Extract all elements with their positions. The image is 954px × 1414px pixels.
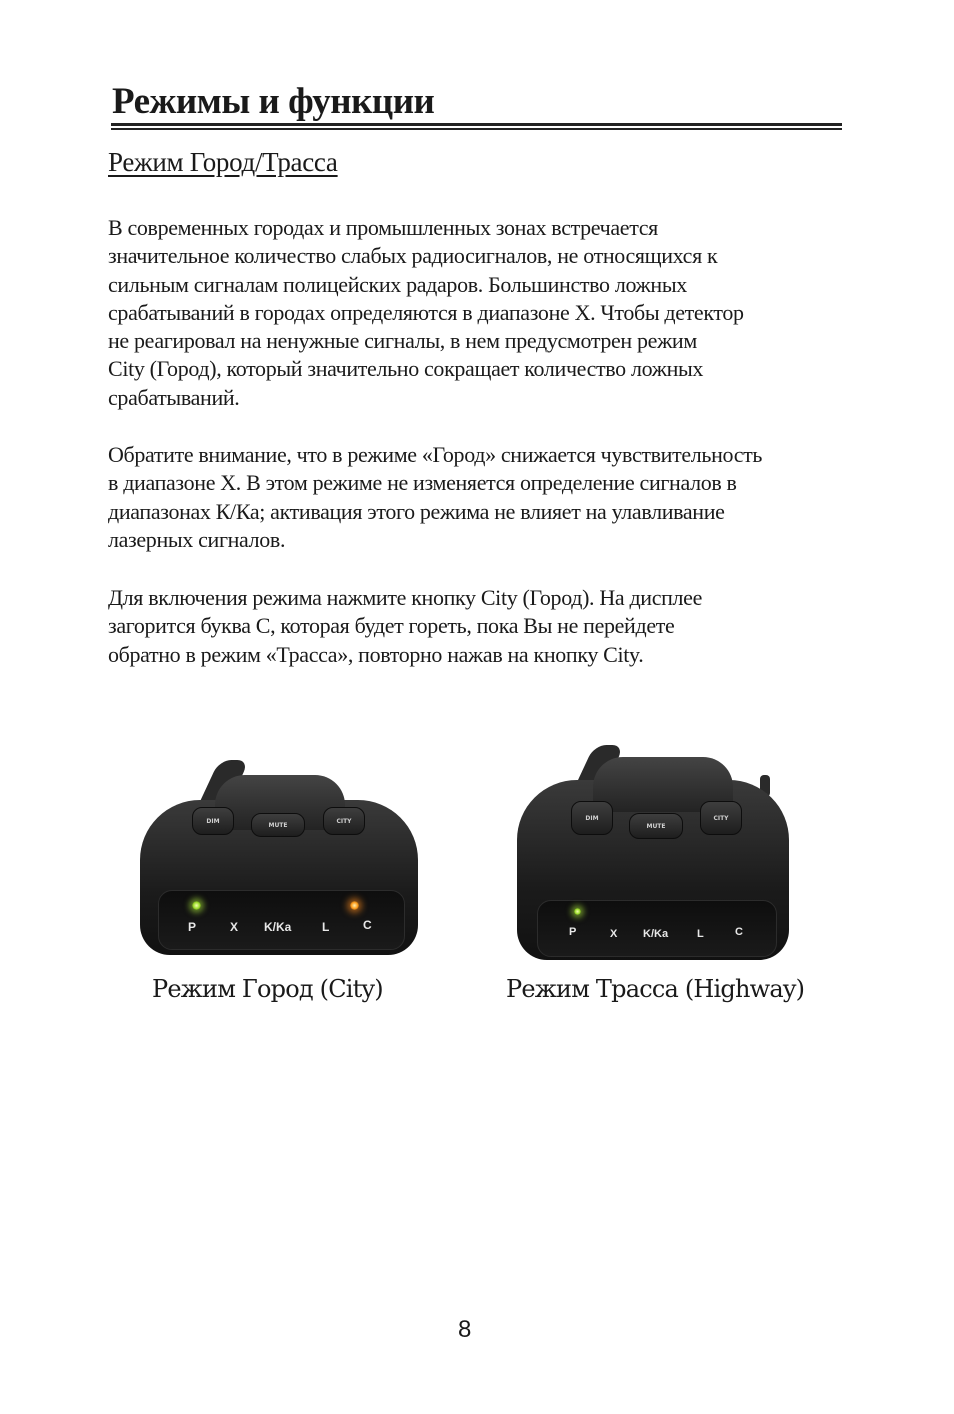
text-line: срабатываний в городах определяются в диапазоне X. Чтобы детектор bbox=[108, 299, 744, 325]
indicator-label-c: C bbox=[363, 918, 372, 932]
device-photo-highway-mode bbox=[505, 735, 800, 965]
indicator-label-x: X bbox=[230, 920, 239, 934]
text-line: сильным сигналам полицейских радаров. Большинство ложных bbox=[108, 271, 687, 297]
device-photo-city-mode bbox=[130, 715, 430, 965]
indicator-label-p: P bbox=[569, 926, 577, 938]
text-line: В современных городах и промышленных зонах встречается bbox=[108, 215, 658, 240]
page-number: 8 bbox=[458, 1316, 472, 1343]
indicator-label-p: P bbox=[188, 920, 197, 934]
dim-button: DIM bbox=[192, 807, 234, 835]
indicator-label-k-ka: K/Ka bbox=[643, 928, 669, 940]
text-line: лазерных сигналов. bbox=[108, 526, 286, 552]
text-line: обратно в режим «Трасса», повторно нажав на кнопку City. bbox=[108, 641, 644, 667]
text-line: Для включения режима нажмите кнопку City (Город). На дисплее bbox=[108, 585, 703, 610]
page-title: Режимы и функции bbox=[112, 81, 435, 122]
text-line: загорится буква С, которая будет гореть, пока Вы не перейдете bbox=[108, 613, 675, 639]
indicator-label-l: L bbox=[322, 920, 330, 934]
title-double-rule bbox=[111, 123, 842, 130]
paragraph-activation-instructions bbox=[108, 584, 928, 669]
section-title: Режим Город/Трасса bbox=[108, 147, 338, 177]
led-p-lit bbox=[574, 908, 581, 915]
text-line: значительное количество слабых радиосигналов, не относящихся к bbox=[108, 243, 718, 269]
mute-button: MUTE bbox=[629, 813, 683, 839]
rule-line-bottom bbox=[111, 128, 842, 130]
text-line: Обратите внимание, что в режиме «Город» снижается чувствительность bbox=[108, 442, 763, 467]
city-button: CITY bbox=[700, 801, 742, 835]
led-c-lit bbox=[350, 901, 359, 910]
text-line: диапазонах К/Ка; активация этого режима не влияет на улавливание bbox=[108, 498, 725, 524]
text-line: не реагировал на ненужные сигналы, в нем предусмотрен режим bbox=[108, 328, 697, 354]
indicator-label-l: L bbox=[697, 928, 704, 940]
text-line: в диапазоне X. В этом режиме не изменяется определение сигналов в bbox=[108, 470, 737, 496]
dim-button: DIM bbox=[571, 801, 613, 835]
indicator-label-k-ka: K/Ka bbox=[264, 920, 292, 934]
text-line: срабатываний. bbox=[108, 384, 240, 410]
mute-button: MUTE bbox=[251, 813, 305, 837]
indicator-label-c: C bbox=[735, 926, 743, 938]
paragraph-sensitivity-note bbox=[108, 441, 928, 554]
caption-city-mode: Режим Город (City) bbox=[152, 975, 383, 1003]
led-p-lit bbox=[192, 901, 201, 910]
paragraph-city-mode-intro bbox=[108, 214, 928, 412]
caption-highway-mode: Режим Трасса (Highway) bbox=[506, 975, 805, 1003]
city-button: CITY bbox=[323, 807, 365, 835]
indicator-label-x: X bbox=[610, 928, 618, 940]
text-line: City (Город), который значительно сокращает количество ложных bbox=[108, 356, 704, 382]
rule-line-top bbox=[111, 123, 842, 126]
